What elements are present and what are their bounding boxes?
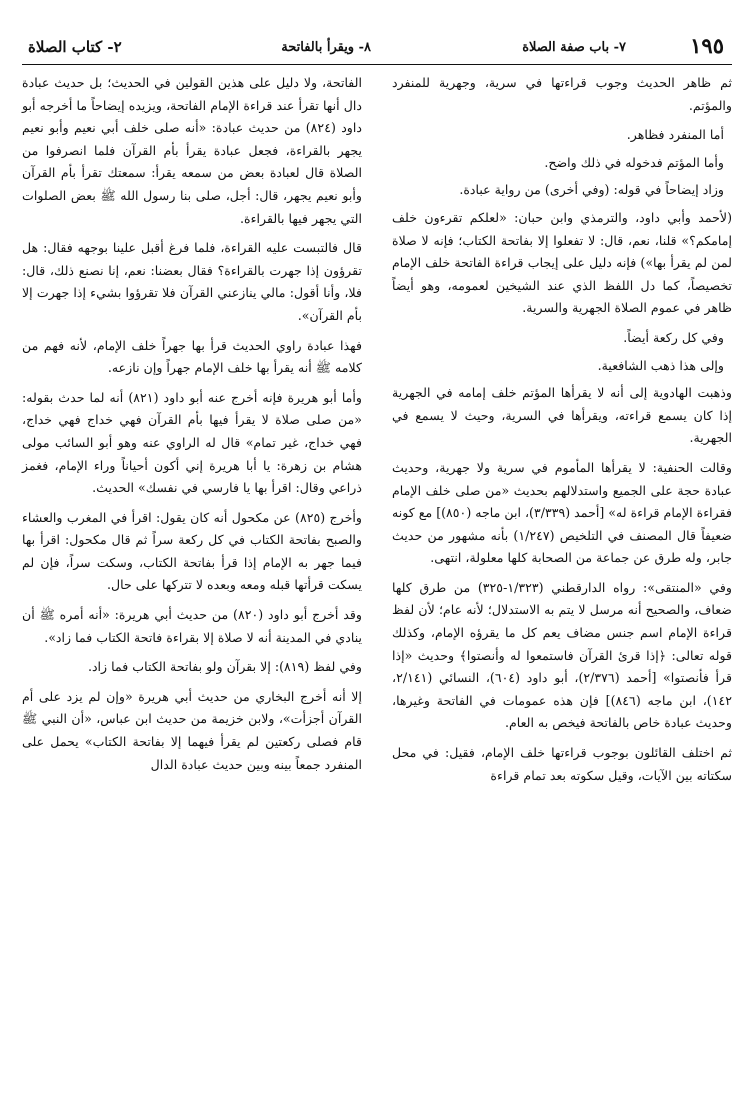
paragraph: وقالت الحنفية: لا يقرأها المأموم في سرية ولا جهرية، وحديث عبادة حجة على الجميع واستدلالهم بحديث «من صلى خلف الإمام فقراءة الإمام قراءة له» [أحمد (٣/٣٣٩)، ابن ماجه (٨٥٠)] مع كونه ضعيفاً قال المصنف في التلخيص (١/٢٤٧) بأنه مشهور من حديث جابر، وله طرق عن جماعة من الصحابة كلها معلولة، انتهى. bbox=[391, 459, 733, 566]
paragraph: فهذا عبادة راوي الحديث قرأ بها جهراً خلف الإمام، لأنه فهم من كلامه ﷺ أنه يقرأ بها خلف الإمام جهراً وإن نازعه. bbox=[22, 337, 362, 376]
paragraph: وزاد إيضاحاً في قوله: (وفي أخرى) من رواية عبادة. bbox=[459, 182, 724, 198]
paragraph: وفي «المنتقى»: رواه الدارقطني (١/٣٢٣-٣٢٥) من طرق كلها ضعاف، والصحيح أنه مرسل لا يتم به الاستدلال؛ لأنه عام؛ لأن لفظ قراءة الإمام اسم جنس مضاف يعم كل ما يقرؤه الإمام، وكذلك قوله تعالى: ﴿إذا قرئ القرآن فاستمعوا له وأنصتوا﴾ وحديث «إذا قرأ فأنصتوا» [أحمد (٢/٣٧٦)، أبو داود (٦٠٤)، النسائي (٢/١٤١، ١٤٢)، ابن ماجه (٨٤٦)] فإن هذه عمومات في الفاتحة وغيرها، وحديث عبادة خاص بالفاتحة فيخص به العام. bbox=[392, 579, 732, 731]
paragraph: قال فالتبست عليه القراءة، فلما فرغ أقبل علينا بوجهه فقال: هل تقرؤون إذا جهرت بالقراءة؟ فقال بعضنا: نعم، إنا نصنع ذلك، قال: فلا، وأنا أقول: مالي ينازعني القرآن فلا تقرؤوا بشيء إذا جهرت إلا بأم القرآن». bbox=[22, 240, 362, 323]
paragraph: أما المنفرد فظاهر. bbox=[626, 127, 724, 143]
right-column bbox=[392, 72, 732, 794]
paragraph: وأما المؤتم فدخوله في ذلك واضح. bbox=[544, 154, 724, 170]
header-rule bbox=[22, 64, 732, 65]
running-header bbox=[18, 33, 736, 62]
paragraph: وذهبت الهادوية إلى أنه لا يقرأها المؤتم خلف إمامه في الجهرية إذا كان يسمع قراءته، ويقرأها في السرية، وحيث لا يسمع في الجهرية. bbox=[392, 385, 732, 446]
paragraph: وإلى هذا ذهب الشافعية. bbox=[597, 357, 724, 373]
book-title: ٢- كتاب الصلاة bbox=[28, 38, 122, 56]
paragraph: وفي لفظ (٨١٩): إلا بقرآن ولو بفاتحة الكتاب فما زاد. bbox=[87, 659, 362, 675]
page-number: ١٩٥ bbox=[690, 33, 724, 58]
paragraph: وأما أبو هريرة فإنه أخرج عنه أبو داود (٨٢١) أنه لما حدث بقوله: «من صلى صلاة لا يقرأ فيها بأم القرآن فهي خداج فهي خداج، فهي خداج، غير تمام» قال له الراوي عنه وهو أبو السائب مولى هشام بن زهرة: يا أبا هريرة إني أكون أحياناً وراء الإمام، فغمز ذراعي وقال: اقرأ بها يا فارسي في نفسك» الحديث. bbox=[22, 389, 362, 496]
paragraph: وأخرج (٨٢٥) عن مكحول أنه كان يقول: اقرأ في المغرب والعشاء والصبح بفاتحة الكتاب في كل ركعة سراً ثم قال مكحول: اقرأ بها فيما جهر به الإمام إذا قرأ بفاتحة الكتاب، وسكت سراً، فإن لم يسكت قرأتها قبله ومعه وبعده لا تتركها على حال. bbox=[22, 509, 362, 593]
paragraph: وفي كل ركعة أيضاً. bbox=[623, 329, 724, 345]
chapter-title: ٧- باب صفة الصلاة bbox=[522, 40, 626, 55]
paragraph: الفاتحة، ولا دليل على هذين القولين في الحديث؛ بل حديث عبادة دال أنها تقرأ عند قراءة الإمام الفاتحة، ويزيده إيضاحاً ما أخرجه أبو داود (٨٢٤) من حديث عبادة: «أنه صلى خلف أبي نعيم وأبو نعيم يجهر بالقراءة، فجعل عبادة يقرأ بأم القرآن فلما انصرفوا من الصلاة قال لعبادة بعض من سمعه يقرأ: سمعتك تقرأ بأم القرآن وأبو نعيم يجهر، قال: أجل، صلى بنا رسول الله ﷺ بعض الصلوات التي يجهر فيها بالقراءة. bbox=[22, 75, 362, 226]
paragraph: إلا أنه أخرج البخاري من حديث أبي هريرة «وإن لم يزد على أم القرآن أجزأت»، ولابن خزيمة من حديث ابن عباس، «أن النبي ﷺ قام فصلى ركعتين لم يقرأ فيهما إلا بفاتحة الكتاب» يحمل على المنفرد جمعاً بينه وبين حديث عبادة الدال bbox=[22, 688, 362, 772]
paragraph: ثم ظاهر الحديث وجوب قراءتها في سرية، وجهرية للمنفرد والمؤتم. bbox=[392, 75, 732, 113]
paragraph: ثم اختلف القائلون بوجوب قراءتها خلف الإمام، فقيل: في محل سكتاته بين الآيات، وقيل سكوته بعد تمام قراءة bbox=[392, 745, 732, 783]
paragraph: وقد أخرج أبو داود (٨٢٠) من حديث أبي هريرة: «أنه أمره ﷺ أن ينادي في المدينة أنه لا صلاة إلا بقراءة فاتحة الكتاب فما زاد». bbox=[22, 607, 363, 645]
paragraph: (لأحمد وأبي داود، والترمذي وابن حبان: «لعلكم تقرءون خلف إمامكم؟» قلنا، نعم، قال: لا تفعلوا إلا بفاتحة الكتاب؛ فإنه لا صلاة لمن لم يقرأ بها») فإنه دليل على إيجاب قراءة الفاتحة خلف الإمام تخصيصاً، كما دل اللفظ الذي عند الشيخين لعمومه، وهو أيضاً ظاهر في عموم الصلاة الجهرية والسرية. bbox=[392, 209, 732, 316]
left-column bbox=[22, 72, 362, 783]
section-title: ٨- ويقرأ بالفاتحة bbox=[281, 40, 371, 55]
